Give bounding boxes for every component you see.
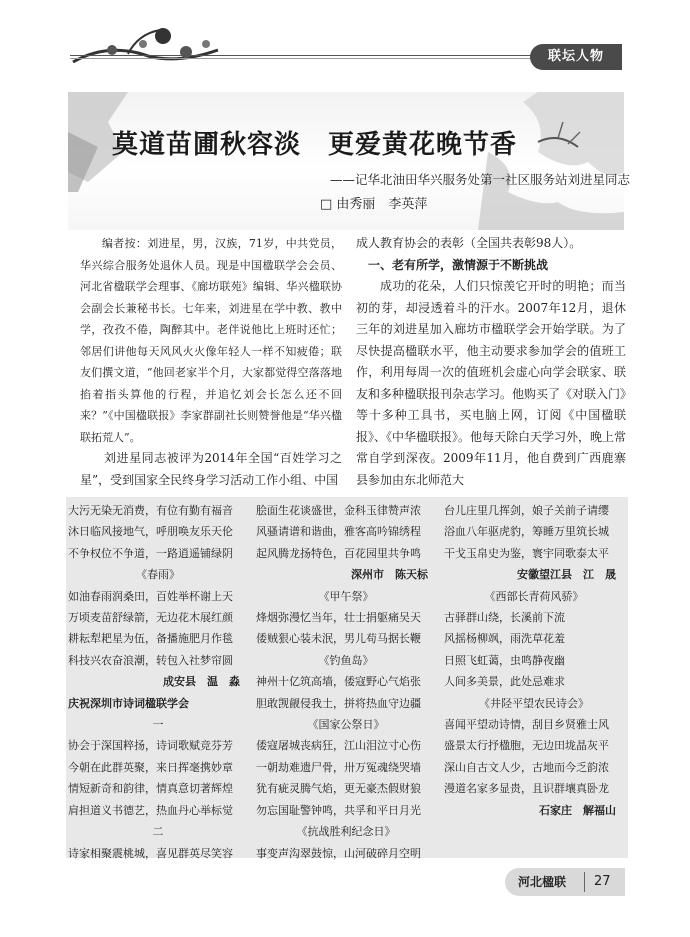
page-number: 27	[594, 874, 611, 889]
poem-title: 《抗战胜利纪念日》	[296, 825, 396, 839]
poem-line: 烽烟弥漫忆当年，壮士捐躯痛吴天	[256, 611, 421, 625]
paragraph-continued: 成人教育协会的表彰（全国共表彰98人）。	[356, 236, 582, 250]
poem-title: 《春雨》	[136, 568, 180, 582]
poem-line: 喜闻平望动诗情，刮目乡贤雅士风	[444, 718, 609, 732]
poem-line: 起风腾龙扬特色，百花园里共争鸣	[256, 546, 421, 560]
poem-author: 安徽望江县 江 晟	[517, 568, 616, 582]
poem-line: 风摇杨柳飒，雨洗草花羞	[444, 632, 565, 646]
poem-line: 台儿庄里几挥剑，娘子关前子请缨	[444, 504, 609, 517]
poem-title: 二	[152, 825, 164, 839]
right-column	[356, 233, 626, 491]
article-subtitle: ——记华北油田华兴服务处第一社区服务站刘进星同志	[329, 172, 630, 187]
poem-title: 一	[152, 718, 164, 732]
poem-line: 科技兴农奋浪潮，转包入社梦帘圆	[68, 653, 233, 667]
poem-line: 协会于深国粹扬，诗词歌赋竞芬芳	[68, 739, 233, 753]
poem-line: 事变声沟翠鼓惊，山河破碎月空明	[256, 846, 421, 860]
poem-title: 《钓鱼岛》	[318, 653, 374, 667]
poem-line: 风骚请谱和谐曲，雅客高吟锦绣程	[256, 525, 421, 539]
poem-line: 古驿群山绕，长溪前下流	[444, 611, 565, 625]
poem-title: 《国家公祭日》	[307, 718, 385, 732]
poem-line: 肩担道义书德艺，热血丹心举标觉	[68, 803, 233, 817]
poem-line: 神州十亿筑高墙，倭寇野心气焰张	[256, 675, 421, 689]
poem-line: 诗家相聚震桃城，喜见群英尽笑容	[68, 846, 233, 860]
column-tag: 联坛人物	[530, 44, 622, 70]
poem-line: 今朝在此群英聚，来日挥毫携妙章	[68, 760, 233, 774]
poem-line: 如油春雨润桑田，百姓举杯谢上天	[68, 589, 233, 603]
poem-line: 大污无染无消费，有位有勤有福音	[68, 504, 233, 517]
byline: □ 由秀丽 李英萍	[320, 197, 428, 212]
poem-line: 情短新奇和韵律，情真意切著辉煌	[68, 782, 233, 796]
poem-line: 沐日临风接地气，呼朋唤友乐天伦	[68, 525, 233, 539]
poem-line: 脍面生花谈盛世，金科玉律赞声浓	[256, 504, 421, 517]
poem-title: 《西部长青荷风骄》	[484, 589, 584, 603]
magazine-name: 河北楹联	[518, 875, 567, 889]
poem-line: 不争权位不争道，一路逍遥铺绿阴	[68, 546, 233, 560]
ink-landscape-art	[68, 92, 624, 234]
paragraph: 刘进星同志被评为2014年全国“百姓学习之星”，受到国家全民终身学习活动工作小组、中国	[80, 451, 342, 487]
poem-line: 倭贼狠心装未泯，男儿苟马据长鞭	[256, 632, 421, 646]
poem-title: 庆祝深圳市诗词楹联学会	[68, 696, 189, 710]
header-rule	[70, 55, 610, 56]
header-rule-thin	[70, 58, 610, 59]
poem-line: 日照飞虹蔼，虫鸣静夜幽	[444, 653, 565, 667]
poem-line: 浴血八年驱虎豹，筹睡万里筑长城	[444, 525, 609, 539]
poem-line: 干戈玉帛史为鉴，寰宇同歌泰太平	[444, 546, 609, 560]
poem-author: 成安县 温 淼	[163, 675, 240, 689]
paragraph: 成功的花朵，人们只惊羡它开时的明艳；而当初的芽，却浸透着斗的汗水。2007年12月，退休三年的刘进星加入廊坊市楹联学会开始学联。为了尽快提高楹联水平，他主动要求参加学会的值班工作，利用每周一次的值班机会虚心向学会联家、联友和多种楹联报刊杂志学习。他购买了《对联入门》等十多种工具书，买电脑上网，订阅《中国楹联报》、《中华楹联报》。他每天除白天学习外，晚上常常自学到深夜。2009年11月，他自费到广西鹿寨县参加由东北师范大	[356, 279, 627, 487]
poem-title: 《甲午祭》	[318, 589, 374, 603]
plum-blossom-logo	[68, 22, 238, 76]
poem-column	[68, 500, 248, 864]
poem-line: 漫道名家多显贵，且识群壤真卧龙	[444, 782, 609, 796]
article-title: 莫道苗圃秋容淡 更爱黄花晚节香	[112, 130, 518, 160]
poem-line: 犹有疵灵腾气焰，更无豪杰假财狼	[256, 782, 421, 796]
poem-line: 盛景太行抒楹胞，无边田垅晶灰平	[444, 739, 609, 753]
poem-line: 深山自古文人少，古地而今乏韵浓	[444, 760, 609, 774]
section-heading: 一、老有所学，激情源于不断挑战	[368, 257, 549, 272]
poem-title: 《井陉平望农民诗会》	[479, 696, 589, 710]
poem-author: 深州市 陈天标	[351, 568, 428, 582]
poem-line: 勿忘国耻警钟鸣，共孚和平日月光	[256, 803, 421, 817]
editor-note: 编者按：刘进星，男，汉族，71岁，中共党员，华兴综合服务处退休人员。现是中国楹联学会会员、河北省楹联学会理事、《廊坊联苑》编辑、华兴楹联协会副会长兼秘书长。七年来，刘进星在学中教、教中学，孜孜不倦，陶醉其中。老伴说他比上班时还忙；邻居们讲他每天风风火火像年轻人一样不知疲倦；联友们撰文道，“他回老家半个月，大家都觉得空落落地掐着指头算他的行程，并追忆刘会长怎么还不回来？”《中国楹联报》李家群副社长则赞誉他是“华兴楹联拓荒人”。	[80, 237, 342, 444]
poem-line: 胆敢觊觎侵我土，拼将热血守边疆	[256, 696, 421, 710]
poem-column	[256, 500, 436, 864]
footer-divider	[584, 872, 585, 892]
poem-line: 倭寇屠城丧病狂，江山泪泣寸心伤	[256, 739, 421, 753]
poem-line: 人间多美景，此处忌难求	[444, 675, 565, 689]
poem-line: 一朝劫难遗尸骨，卅万冤魂绕哭墙	[256, 760, 421, 774]
poem-line: 万顷麦苗舒绿箭，无边花木展红颜	[68, 611, 233, 625]
poem-column	[444, 500, 624, 821]
left-column	[80, 233, 342, 491]
poem-line: 耕耘犁耙星为伍，备播施肥月作毯	[68, 632, 233, 646]
poem-author: 石家庄 解福山	[539, 803, 616, 817]
